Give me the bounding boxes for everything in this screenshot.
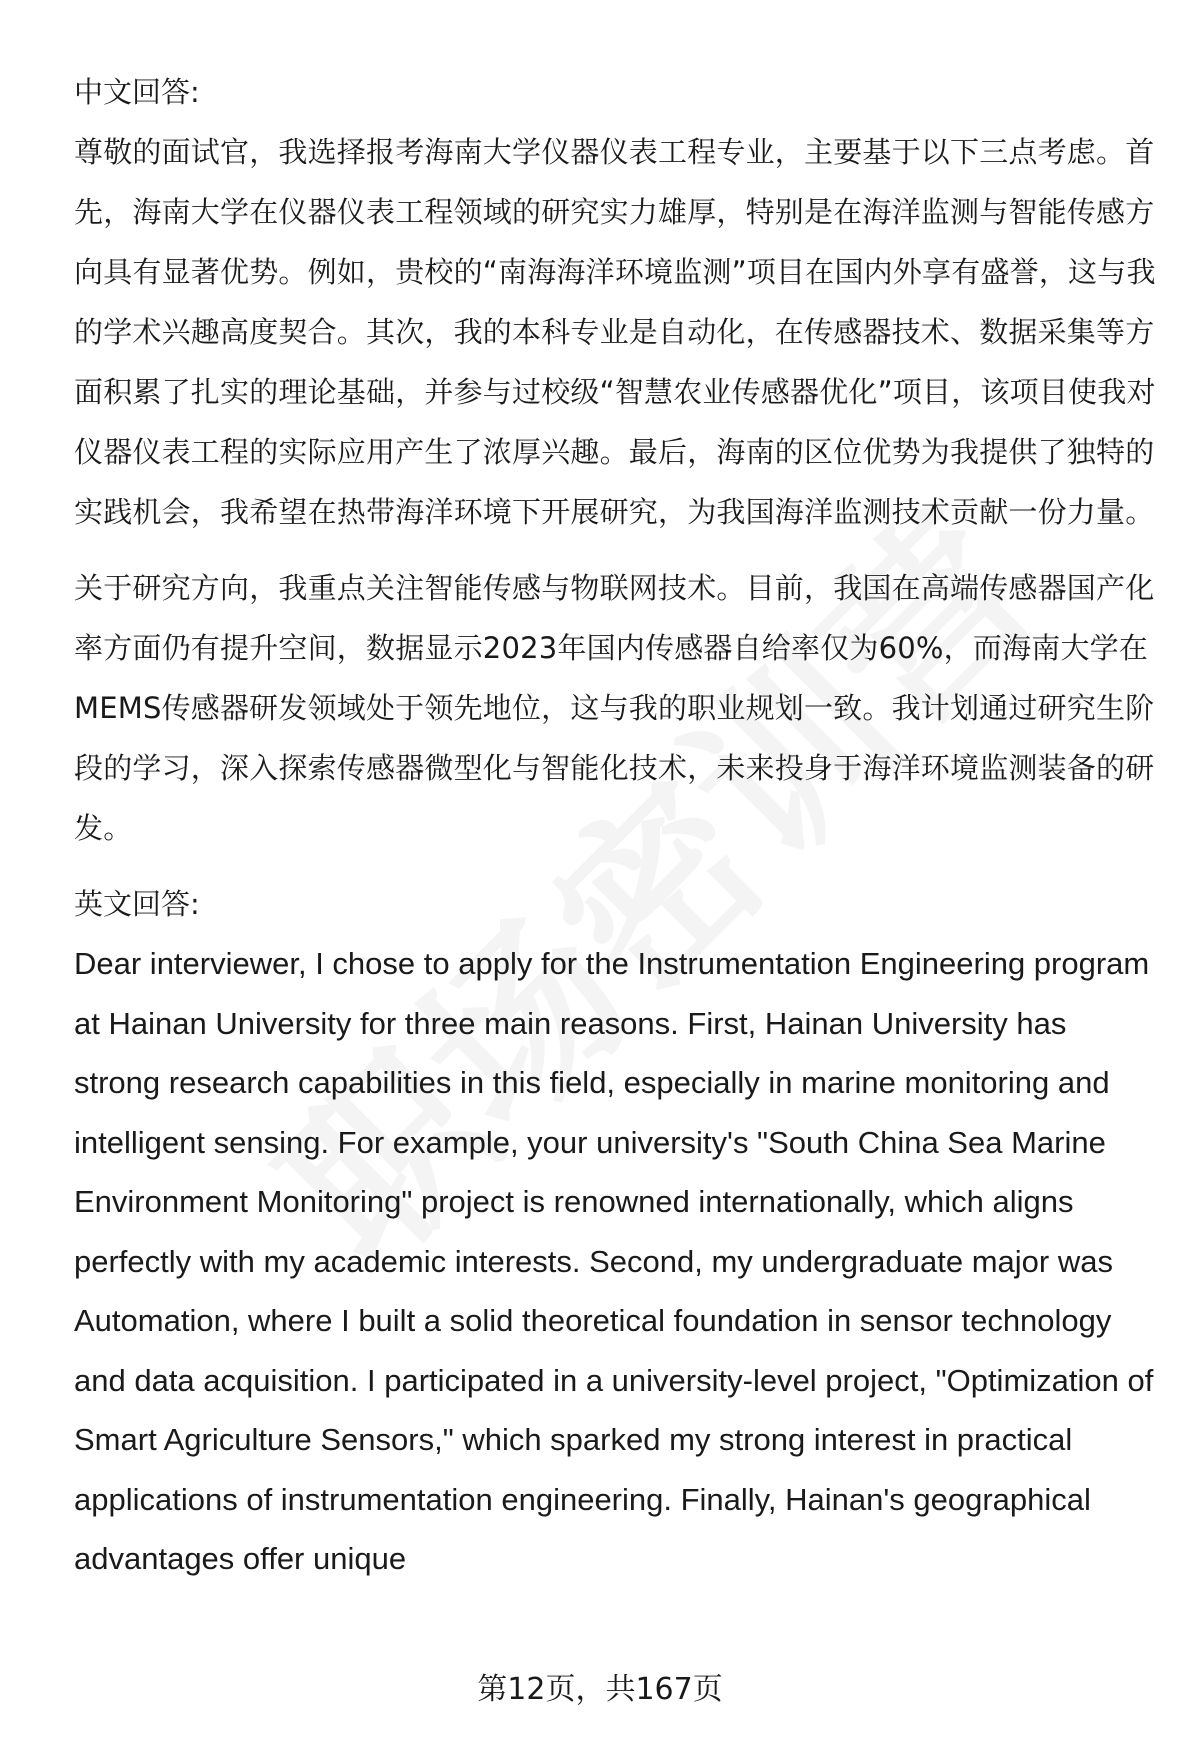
document-body [74,62,1164,1589]
chinese-paragraph-1: 尊敬的面试官，我选择报考海南大学仪器仪表工程专业，主要基于以下三点考虑。首先，海南大学在仪器仪表工程领域的研究实力雄厚，特别是在海洋监测与智能传感方向具有显著优势。例如，贵校的“南海海洋环境监测”项目在国内外享有盛誉，这与我的学术兴趣高度契合。其次，我的本科专业是自动化，在传感器技术、数据采集等方面积累了扎实的理论基础，并参与过校级“智慧农业传感器优化”项目，该项目使我对仪器仪表工程的实际应用产生了浓厚兴趣。最后，海南的区位优势为我提供了独特的实践机会，我希望在热带海洋环境下开展研究，为我国海洋监测技术贡献一份力量。 [74,135,1156,529]
chinese-answer-label: 中文回答: [74,75,200,109]
page-number-footer: 第12页，共167页 [477,1672,723,1707]
paragraph-spacer [74,542,1164,558]
chinese-paragraph-2: 关于研究方向，我重点关注智能传感与物联网技术。目前，我国在高端传感器国产化率方面仍有提升空间，数据显示2023年国内传感器自给率仅为60%，而海南大学在MEMS传感器研发领域处于领先地位，这与我的职业规划一致。我计划通过研究生阶段的学习，深入探索传感器微型化与智能化技术，未来投身于海洋环境监测装备的研发。 [74,571,1155,845]
english-paragraph-1: Dear interviewer, I chose to apply for the Instrumentation Engineering program at Hainan University for three main reasons. First, Hainan University has strong research capabilities in this field, especially in marine monitoring and intelligent sensing. For example, your university's "South China Sea Marine Environment Monitoring" project is renowned internationally, which aligns perfectly with my academic interests. Second, my undergraduate major was Automation, where I built a solid theoretical foundation in sensor technology and data acquisition. I participated in a university-level project, "Optimization of Smart Agriculture Sensors," which sparked my strong interest in practical applications of instrumentation engineering. Finally, Hainan's geographical advantages offer unique [74,946,1154,1576]
paragraph-spacer [74,858,1164,874]
english-answer-label: 英文回答: [74,887,200,921]
